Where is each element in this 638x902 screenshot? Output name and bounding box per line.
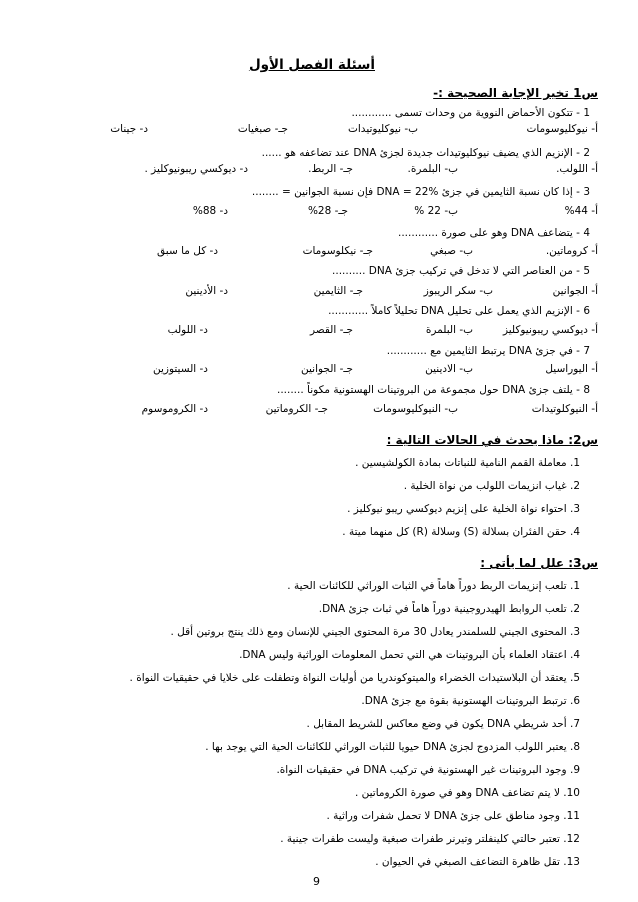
option-b: ب- الادينين bbox=[425, 363, 473, 375]
option-c: جـ- الجوانين bbox=[300, 363, 353, 375]
question-stem: 4 - يتضاعف DNA وهو على صورة ............ bbox=[398, 227, 590, 239]
list-item: 4. حقن الفئران بسلالة (S) وسلالة (R) كل منهما ميتة . bbox=[342, 526, 580, 538]
option-c: جـ- 28% bbox=[307, 205, 348, 217]
option-d: د- 88% bbox=[192, 205, 228, 217]
option-b: ب- البلمرة bbox=[425, 324, 473, 336]
list-item: 3. احتواء نواة الخلية على إنزيم ديوكسي ريبو نيوكليز . bbox=[347, 503, 580, 515]
option-d: د- اللولب bbox=[167, 324, 208, 336]
option-a: أ- ديوكسي ريبونيوكليز bbox=[502, 324, 598, 336]
option-b: ب- سكر الريبوز bbox=[423, 285, 493, 297]
question-stem: 1 - تتكون الأحماض النووية من وحدات تسمى ............ bbox=[351, 107, 590, 119]
question-stem: 5 - من العناصر التي لا تدخل في تركيب جزئ DNA .......... bbox=[332, 265, 590, 277]
option-b: ب- النيوكليوسومات bbox=[373, 403, 458, 415]
question-stem: 2 - الإنزيم الذي يضيف نيوكليوتيدات جديدة لجزئ DNA عند تضاعفه هو ...... bbox=[261, 147, 590, 159]
option-d: د- الكروموسوم bbox=[141, 403, 208, 415]
option-d: د- السيتوزين bbox=[152, 363, 208, 375]
list-item: 4. اعتقاد العلماء بأن البروتينات هي التي تحمل المعلومات الوراثية وليس DNA. bbox=[239, 649, 580, 661]
list-item: 13. تقل ظاهرة التضاعف الصبغي في الحيوان . bbox=[375, 856, 580, 868]
question-stem: 7 - في جزئ DNA يرتبط الثايمين مع ............ bbox=[386, 345, 590, 357]
option-b: ب- 22 % bbox=[414, 205, 458, 217]
option-b: ب- صبغي bbox=[430, 245, 473, 257]
option-c: جـ- القصر bbox=[309, 324, 353, 336]
option-c: جـ- الكروماتين bbox=[265, 403, 328, 415]
section3-heading: س3: علل لما يأتى : bbox=[480, 556, 598, 570]
list-item: 3. المحتوى الجيني للسلمندر يعادل 30 مرة المحتوى الجيني للإنسان ومع ذلك ينتج بروتين أقل . bbox=[170, 626, 580, 638]
option-a: أ- اليوراسيل bbox=[545, 363, 598, 375]
option-a: أ- اللولب. bbox=[556, 163, 598, 175]
option-b: ب- نيوكليوتيدات bbox=[348, 123, 418, 135]
option-d: د- كل ما سبق bbox=[157, 245, 218, 257]
list-item: 11. وجود مناطق على جزئ DNA لا تحمل شفرات وراثية . bbox=[326, 810, 580, 822]
list-item: 12. تعتبر حالتي كلينفلتر وتيرنر طفرات صبغية وليست طفرات جينية . bbox=[280, 833, 580, 845]
list-item: 5. يعتقد أن البلاستيدات الخضراء والميتوكوندريا من أوليات النواة وتطفلت على خلايا في حقيقيات النواة . bbox=[129, 672, 580, 684]
page-title: أسئلة الفصل الأول bbox=[248, 57, 375, 73]
option-a: أ- نيوكليوسومات bbox=[526, 123, 598, 135]
option-c: جـ- صبغيات bbox=[237, 123, 288, 135]
list-item: 7. أحد شريطي DNA يكون في وضع معاكس للشريط المقابل . bbox=[306, 718, 580, 730]
list-item: 6. ترتبط البروتينات الهستونية بقوة مع جزئ DNA. bbox=[361, 695, 580, 707]
list-item: 2. تلعب الروابط الهيدروجينية دوراً هاماً في ثبات جزئ DNA. bbox=[318, 603, 580, 615]
question-stem: 3 - إذا كان نسبة الثايمين في جزئ DNA = 22% فإن نسبة الجوانين = ........ bbox=[251, 186, 590, 198]
option-d: د- الأدينين bbox=[185, 285, 228, 297]
option-d: د- جينات bbox=[110, 123, 148, 135]
option-c: جـ- نيكلوسومات bbox=[302, 245, 373, 257]
page-number: 9 bbox=[313, 875, 320, 888]
option-d: د- ديوكسي ريبونيوكليز . bbox=[144, 163, 248, 175]
section2-heading: س2: ماذا يحدث في الحالات التالية : bbox=[386, 433, 598, 447]
option-a: أ- النيوكلوتيدات bbox=[531, 403, 598, 415]
option-a: أ- كروماتين. bbox=[545, 245, 598, 257]
option-a: أ- الجوانين bbox=[552, 285, 598, 297]
list-item: 1. تلعب إنزيمات الربط دوراً هاماً في الثبات الوراثي للكائنات الحية . bbox=[287, 580, 580, 592]
list-item: 2. غياب انزيمات اللولب من نواة الخلية . bbox=[403, 480, 580, 492]
section1-heading: س1 تخير الإجابة الصحيحة :- bbox=[433, 86, 598, 100]
option-c: جـ- الثايمين bbox=[313, 285, 363, 297]
list-item: 1. معاملة القمم النامية للنباتات بمادة الكولشيسين . bbox=[355, 457, 580, 469]
list-item: 9. وجود البروتينات غير الهستونية في تركيب DNA في حقيقيات النواة. bbox=[276, 764, 580, 776]
option-a: أ- 44% bbox=[564, 205, 598, 217]
list-item: 8. يعتبر اللولب المزدوج لجزئ DNA حيويا للثبات الوراثي للكائنات الحية التي يوجد بها . bbox=[205, 741, 580, 753]
option-c: جـ- الربط. bbox=[308, 163, 353, 175]
question-stem: 6 - الإنزيم الذي يعمل على تحليل DNA تحليلاً كاملاً ............ bbox=[328, 305, 590, 317]
question-stem: 8 - يلتف جزئ DNA حول مجموعة من البروتينات الهستونية مكوناً ........ bbox=[276, 384, 590, 396]
list-item: 10. لا يتم تضاعف DNA وهو في صورة الكروماتين . bbox=[354, 787, 580, 799]
option-b: ب- البلمرة. bbox=[407, 163, 458, 175]
